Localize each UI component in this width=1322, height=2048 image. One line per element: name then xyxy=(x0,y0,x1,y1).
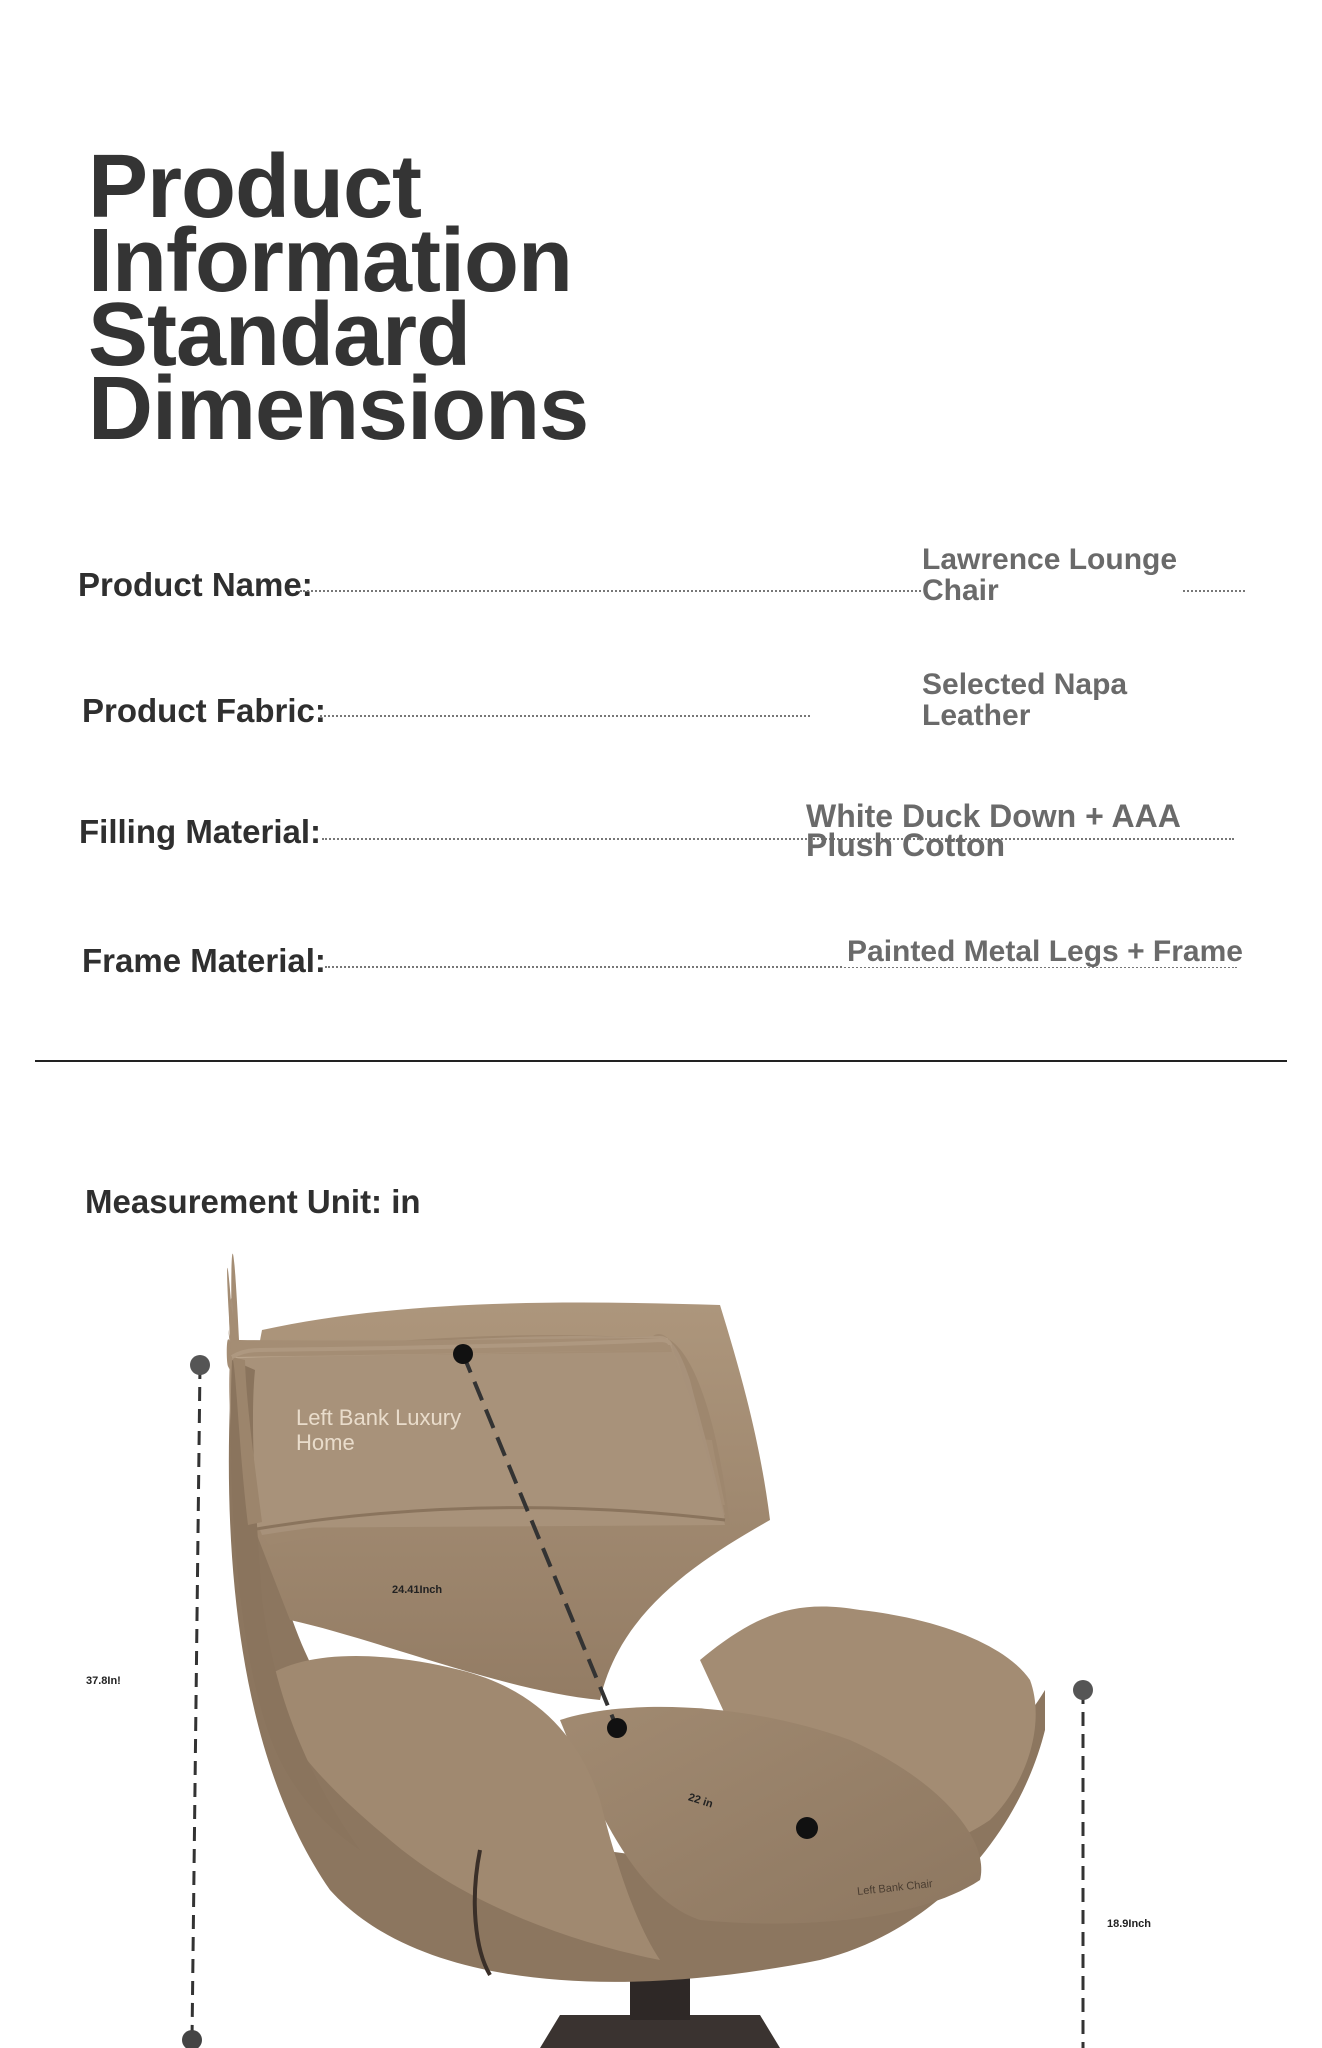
back-dimension-bottom-dot xyxy=(607,1718,627,1738)
spec-value-frame-material: Painted Metal Legs + Frame xyxy=(843,936,1247,967)
height-dimension-bottom-dot xyxy=(182,2030,202,2048)
back-dimension-top-dot xyxy=(453,1344,473,1364)
watermark-line: Left Bank Luxury xyxy=(296,1405,462,1430)
title-line-2: Information xyxy=(88,211,572,311)
chair-watermark xyxy=(296,1405,461,1455)
value-line: Lawrence Lounge xyxy=(922,543,1178,576)
value-line: Plush Cotton xyxy=(806,827,1006,863)
spec-label-product-fabric: Product Fabric: xyxy=(82,692,326,729)
height-dimension-line xyxy=(192,1365,200,2040)
spec-label-product-name: Product Name: xyxy=(78,566,313,603)
seat-height-measurement: 18.9Inch xyxy=(1107,1918,1152,1930)
measurement-unit-label: Measurement Unit: in xyxy=(85,1183,421,1220)
chair-seat-tag: Left Bank Chair xyxy=(856,1878,934,1898)
back-diagonal-measurement: 24.41Inch xyxy=(392,1584,443,1596)
value-line: Leather xyxy=(922,699,1031,732)
seat-height-dimension-dot xyxy=(1073,1680,1093,1700)
title-line-4: Dimensions xyxy=(88,359,589,459)
total-height-measurement: 37.8In! xyxy=(86,1675,121,1687)
seat-dimension-dot xyxy=(796,1817,818,1839)
value-line: Chair xyxy=(922,574,999,607)
spec-label-filling-material: Filling Material: xyxy=(79,813,322,850)
value-line: Selected Napa xyxy=(922,668,1128,701)
seat-depth-measurement: 22 in xyxy=(686,1791,715,1811)
height-dimension-top-dot xyxy=(190,1355,210,1375)
title-line-3: Standard xyxy=(88,285,471,385)
spec-label-frame-material: Frame Material: xyxy=(82,942,326,979)
watermark-line: Home xyxy=(296,1430,355,1455)
value-line: White Duck Down + AAA xyxy=(806,798,1181,834)
title-line-1: Product xyxy=(88,137,422,237)
